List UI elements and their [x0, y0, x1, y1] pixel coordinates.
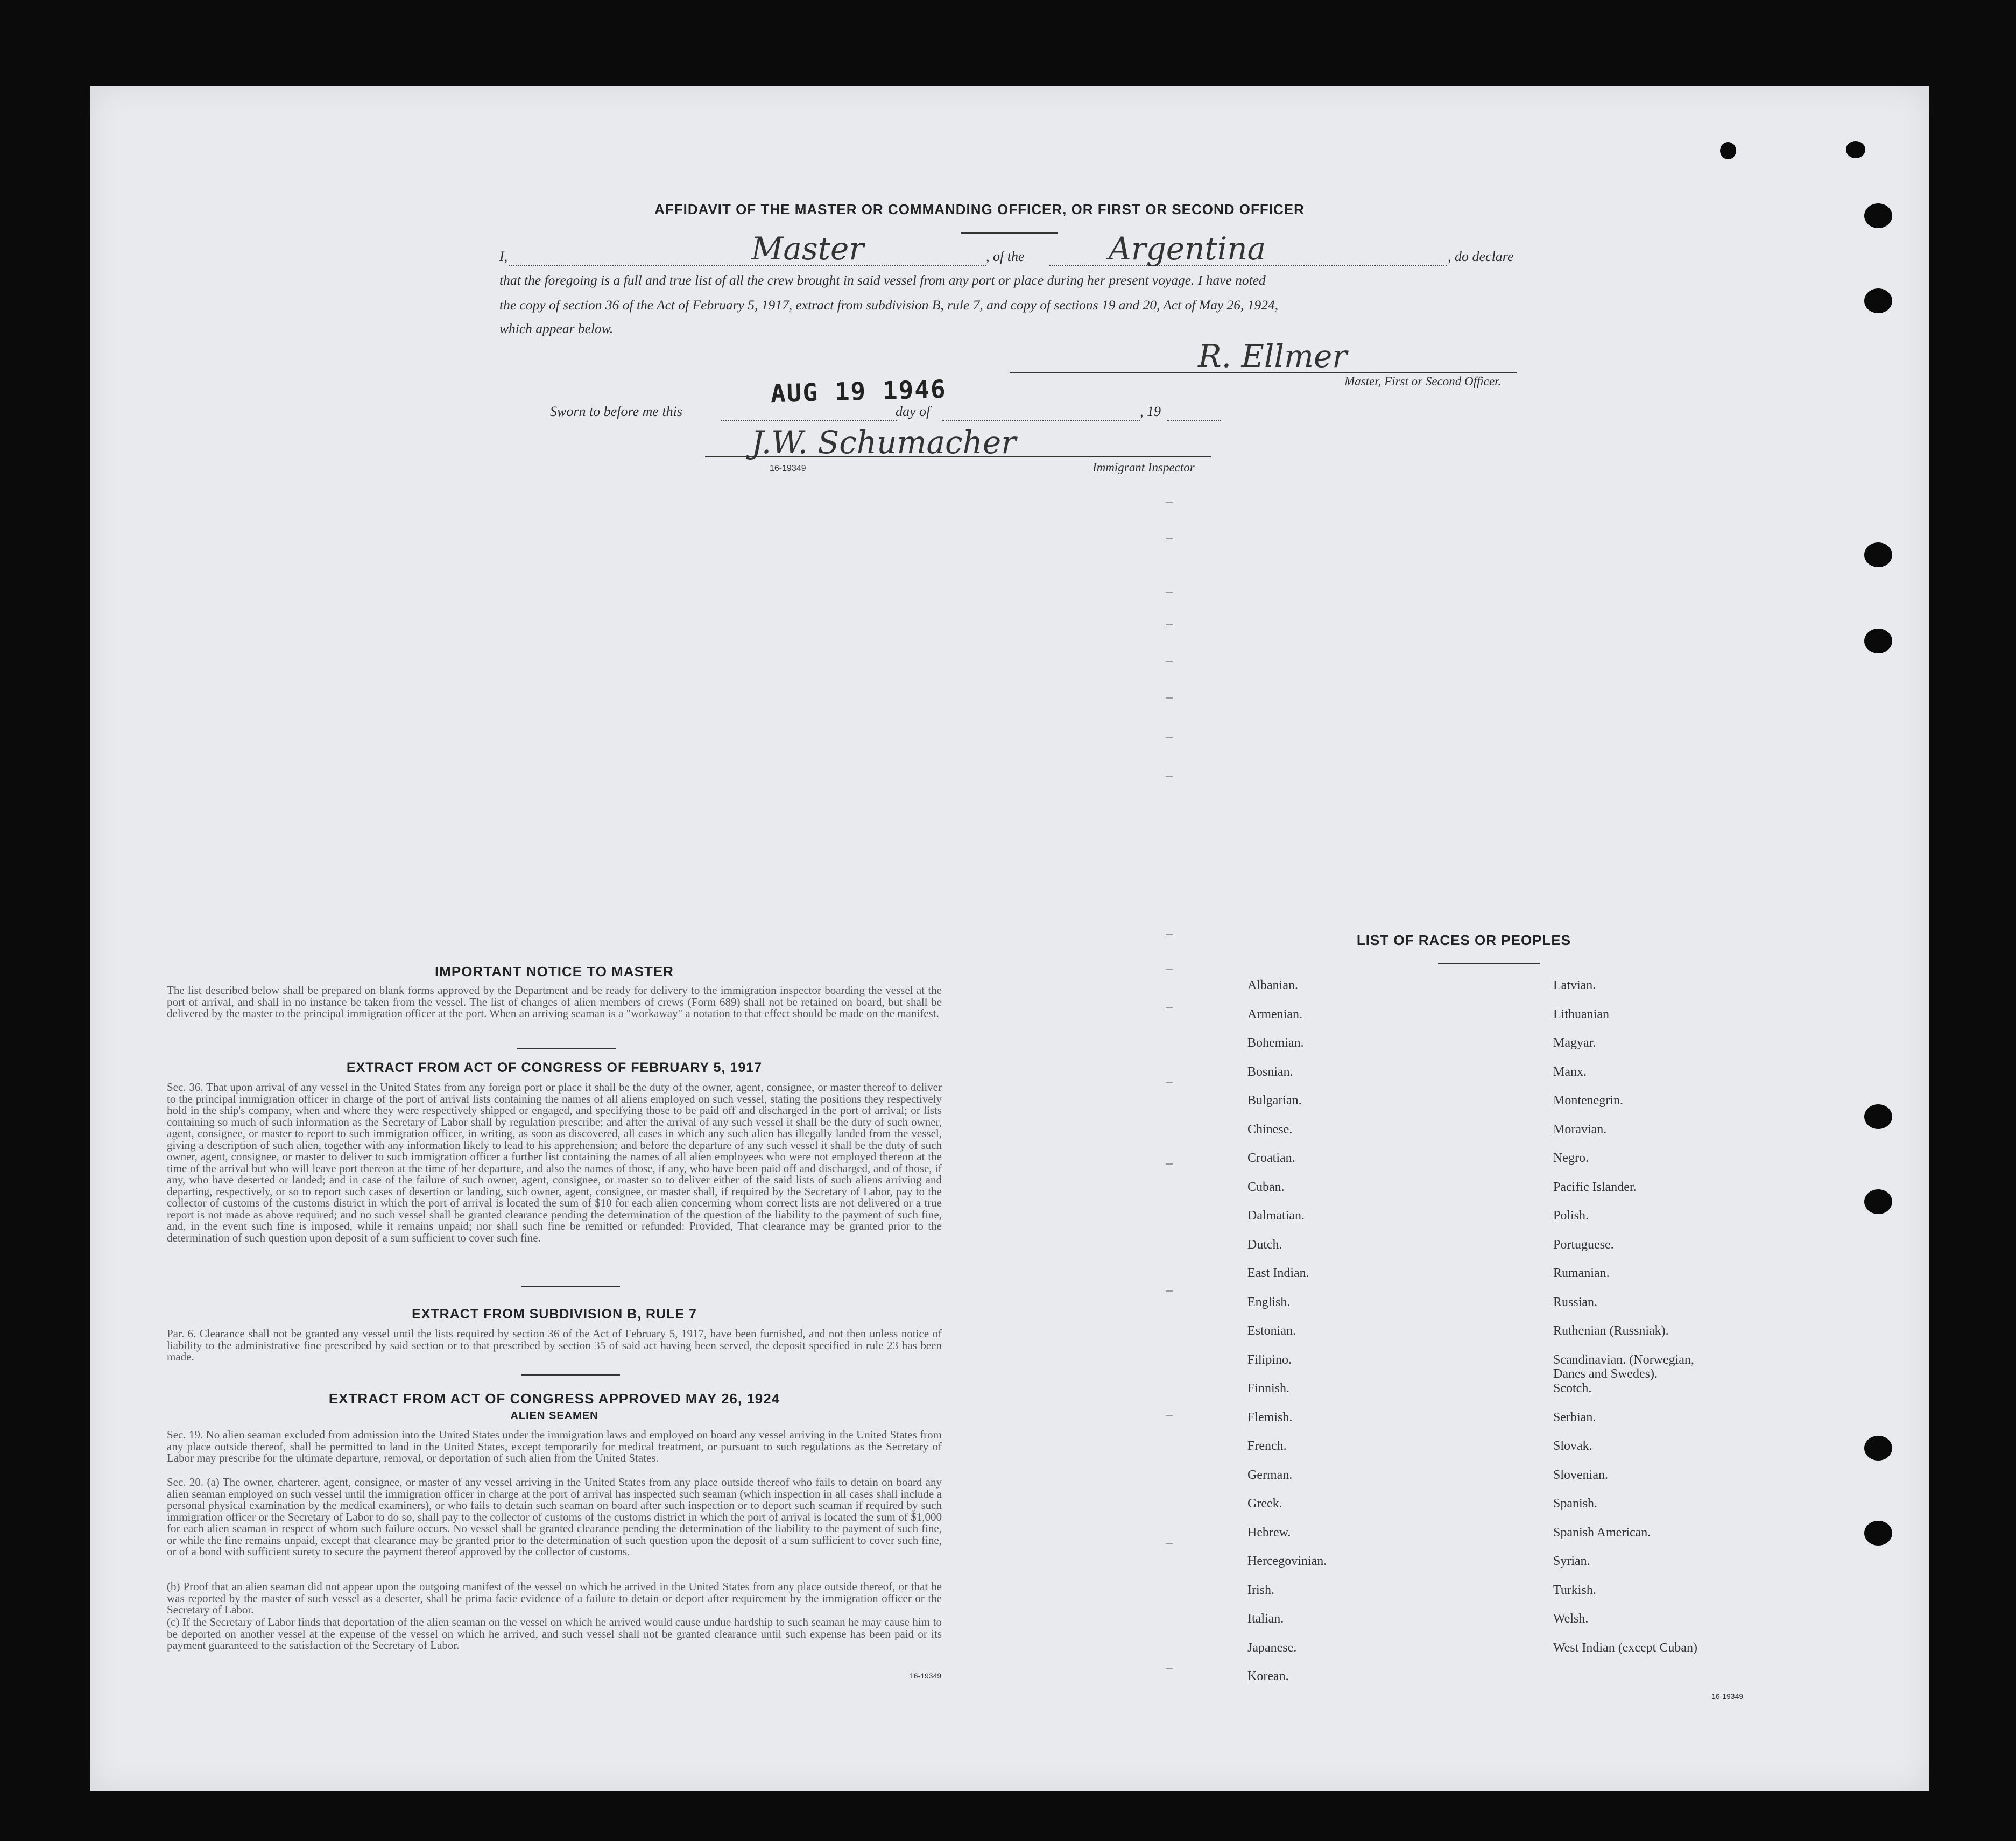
race-item: Bosnian. — [1247, 1064, 1293, 1079]
center-tick — [1166, 1668, 1173, 1669]
date-stamp: AUG 19 1946 — [770, 374, 947, 408]
race-item: West Indian (except Cuban) — [1553, 1640, 1697, 1655]
of-the-label: , of the — [986, 249, 1025, 264]
affidavit-text: which appear below. — [499, 321, 614, 336]
sworn-month-line — [942, 420, 1140, 421]
race-item: Slovenian. — [1553, 1468, 1608, 1482]
divider — [521, 1374, 620, 1376]
notice-title: IMPORTANT NOTICE TO MASTER — [435, 963, 674, 979]
signature-line — [1010, 372, 1517, 373]
center-tick — [1166, 737, 1173, 738]
form-number: 16-19349 — [1711, 1692, 1744, 1701]
race-item: Italian. — [1247, 1612, 1284, 1626]
affidavit-title: AFFIDAVIT OF THE MASTER OR COMMANDING OFFICER, OR FIRST OR SECOND OFFICER — [654, 201, 1305, 217]
race-item: Scandinavian. (Norwegian, Danes and Swedes). — [1553, 1352, 1694, 1381]
declarant-label: I, — [499, 249, 508, 264]
race-item: Rumanian. — [1553, 1266, 1610, 1280]
sec20a-text: Sec. 20. (a) The owner, charterer, agent, consignee, or master of any vessel arriving in the United States from any place outside thereof who fails to detain on board any alien seaman employed on such vessel until the immigration officer in charge at the port of arrival has inspected such seaman (which inspection in all cases shall include a personal physical examination by the medical examiners), or who fails to detain such seaman on board after such inspection or to deport such seaman if required by such immigration officer or the Secretary of Labor to do so, shall pay to the collector of customs of the customs district in which the port of arrival is located the sum of $1,000 for each alien seaman in respect of whom such failure occurs. No vessel shall be granted clearance pending the determination of the liability to the payment of such fine, or while the fine remains unpaid, except that clearance may be granted prior to the determination of such question upon the deposit of a sum sufficient to cover such fine, or of a bond with sufficient surety to secure the payment thereof approved by the collector of customs. — [167, 1476, 942, 1558]
race-item: Albanian. — [1247, 978, 1298, 992]
center-tick — [1166, 1415, 1173, 1416]
race-item: Bohemian. — [1247, 1036, 1304, 1050]
sworn-day-line — [721, 420, 897, 421]
sec20c-text: (c) If the Secretary of Labor finds that deportation of the alien seaman on the vessel on which he arrived would cause undue hardship to such seaman he may cause him to be deported on another vessel at the expense of the vessel on which he arrived, and such vessel shall not be granted clearance until such expense has been paid or its payment guaranteed to the satisfaction of the Secretary of Labor. — [167, 1616, 942, 1652]
extract-1924-title: EXTRACT FROM ACT OF CONGRESS APPROVED MAY 26, 1924 — [328, 1391, 780, 1407]
races-title: LIST OF RACES OR PEOPLES — [1356, 932, 1571, 948]
race-item: German. — [1247, 1468, 1293, 1482]
race-item: Irish. — [1247, 1583, 1274, 1597]
master-signature: R. Ellmer — [1198, 338, 1348, 375]
race-item: French. — [1247, 1439, 1287, 1453]
punch-hole — [1864, 1189, 1892, 1214]
center-tick — [1166, 697, 1173, 699]
divider — [1438, 963, 1540, 964]
race-item: Ruthenian (Russniak). — [1553, 1324, 1669, 1338]
race-item: Spanish American. — [1553, 1525, 1651, 1540]
race-item: Chinese. — [1247, 1122, 1293, 1137]
center-tick — [1166, 1290, 1173, 1292]
center-tick — [1166, 1007, 1173, 1008]
race-item: Manx. — [1553, 1064, 1587, 1079]
rule7-title: EXTRACT FROM SUBDIVISION B, RULE 7 — [412, 1307, 697, 1322]
race-item: Dalmatian. — [1247, 1209, 1305, 1223]
punch-hole — [1864, 288, 1892, 313]
punch-hole — [1864, 1436, 1892, 1461]
punch-hole — [1846, 141, 1865, 158]
race-item: Pacific Islander. — [1553, 1180, 1637, 1194]
race-item: Armenian. — [1247, 1007, 1302, 1021]
race-item: Finnish. — [1247, 1381, 1290, 1395]
race-item: Japanese. — [1247, 1640, 1297, 1655]
affidavit-text: that the foregoing is a full and true list of all the crew brought in said vessel from any port or place during her present voyage. I have noted — [499, 272, 1266, 288]
race-item: Russian. — [1553, 1295, 1598, 1309]
race-item: Hebrew. — [1247, 1525, 1291, 1540]
punch-hole — [1864, 1104, 1892, 1129]
divider — [517, 1048, 616, 1049]
center-tick — [1166, 592, 1173, 593]
year-label: , 19 — [1140, 404, 1161, 419]
inspector-caption: Immigrant Inspector — [1092, 461, 1195, 474]
race-item: Filipino. — [1247, 1352, 1292, 1367]
form-number: 16-19349 — [770, 464, 806, 473]
affidavit-text: the copy of section 36 of the Act of February 5, 1917, extract from subdivision B, rule 7, and copy of sections 19 and 20, Act of May 26, 1924, — [499, 297, 1279, 313]
extract-1917-text: Sec. 36. That upon arrival of any vessel in the United States from any foreign port or place it shall be the duty of the owner, agent, consignee, or master thereof to deliver to the principal immigration officer in charge of the port of arrival lists containing the names of all aliens employed on such vessel, stating the positions they respectively hold in the ship's company, when and where they were respectively shipped or engaged, and specifying those to be paid off and discharged in the port of arrival; or lists containing so much of such information as the Secretary of Labor shall by regulation prescribe; and after the arrival of any such vessel it shall be the duty of such owner, agent, consignee, or master to report to such immigration officer, in writing, as soon as discovered, all cases in which any such alien has illegally landed from the vessel, giving a description of such alien, together with any information likely to lead to his apprehension; and before the departure of any such vessel it shall be the duty of such owner, agent, consignee, or master to deliver to such immigration officer a further list containing the names of all alien employees who were not employed thereon at the time of the arrival but who will leave port thereon at the time of her departure, and also the names of those, if any, who have been paid off and discharged, and of those, if any, who have deserted or landed; and in case of the failure of such owner, agent, consignee, or master so to deliver either of the said lists of such aliens arriving and departing, respectively, or so to report such cases of desertion or landing, such owner, agent, consignee, or master shall, if required by the Secretary of Labor, pay to the collector of customs of the customs district in which the port of arrival is located the sum of $10 for each alien concerning whom correct lists are not delivered or a true report is not made as above required; and no such vessel shall be granted clearance pending the determination of the question of the liability to the payment of such fine, and, in the event such fine is imposed, while it remains unpaid; nor shall such fine be remitted or refunded: Provided, That clearance may be granted prior to the determination of such question upon deposit of a sum sufficient to cover such fine. — [167, 1081, 942, 1244]
vessel-value: Argentina — [1109, 230, 1266, 267]
center-tick — [1166, 502, 1173, 503]
race-item: Scotch. — [1553, 1381, 1592, 1395]
race-item: Hercegovinian. — [1247, 1554, 1327, 1568]
divider — [521, 1286, 620, 1287]
sec19-text: Sec. 19. No alien seaman excluded from admission into the United States under the immigration laws and employed on board any vessel arriving in the United States from any place outside thereof, shall be permitted to land in the United States, except temporarily for medical treatment, or pursuant to such regulations as the Secretary of Labor may prescribe for the ultimate departure, removal, or deportation of such alien from the United States. — [167, 1428, 942, 1464]
race-item: Montenegrin. — [1553, 1094, 1623, 1108]
race-item: Latvian. — [1553, 978, 1596, 992]
divider — [961, 232, 1058, 234]
center-tick — [1166, 624, 1173, 625]
punch-hole — [1864, 203, 1892, 228]
race-item: Negro. — [1553, 1151, 1589, 1165]
race-item: Greek. — [1247, 1497, 1282, 1511]
day-of-label: day of — [896, 404, 931, 419]
race-item: East Indian. — [1247, 1266, 1309, 1280]
race-item: Syrian. — [1553, 1554, 1590, 1568]
race-item: Polish. — [1553, 1209, 1589, 1223]
race-item: Spanish. — [1553, 1497, 1598, 1511]
rule7-text: Par. 6. Clearance shall not be granted any vessel until the lists required by section 36 of the Act of February 5, 1917, have been furnished, and not then unless notice of liability to the administrative fine prescribed by said section or to that prescribed by section 35 of said act having been served, the deposit specified in rule 23 has been made. — [167, 1327, 942, 1363]
sec20b-text: (b) Proof that an alien seaman did not appear upon the outgoing manifest of the vessel on which he arrived in the United States from any place outside thereof, or that he was reported by the master of such vessel as a deserter, shall be prima facie evidence of a failure to detain or deport after requirement by the immigration officer or the Secretary of Labor. — [167, 1580, 942, 1616]
race-item: Lithuanian — [1553, 1007, 1609, 1021]
punch-hole — [1864, 1521, 1892, 1546]
center-tick — [1166, 776, 1173, 777]
inspector-signature: J.W. Schumacher — [751, 424, 1016, 461]
sworn-label: Sworn to before me this — [550, 404, 683, 419]
declarant-value: Master — [751, 230, 864, 267]
race-item: Turkish. — [1553, 1583, 1596, 1597]
center-tick — [1166, 969, 1173, 970]
center-tick — [1166, 1543, 1173, 1544]
race-item: Flemish. — [1247, 1410, 1293, 1424]
race-item: Portuguese. — [1553, 1237, 1614, 1252]
race-item: Serbian. — [1553, 1410, 1596, 1424]
race-item: Welsh. — [1553, 1612, 1589, 1626]
race-item: Slovak. — [1553, 1439, 1592, 1453]
center-tick — [1166, 1163, 1173, 1165]
race-item: Estonian. — [1247, 1324, 1296, 1338]
sworn-year-line — [1167, 420, 1221, 421]
race-item: Bulgarian. — [1247, 1094, 1302, 1108]
extract-1917-title: EXTRACT FROM ACT OF CONGRESS OF FEBRUARY 5, 1917 — [346, 1060, 763, 1075]
center-tick — [1166, 661, 1173, 662]
punch-hole — [1720, 142, 1736, 159]
race-item: Magyar. — [1553, 1036, 1596, 1050]
declare-label: , do declare — [1448, 249, 1514, 264]
race-item: Croatian. — [1247, 1151, 1295, 1165]
punch-hole — [1864, 629, 1892, 653]
center-tick — [1166, 1082, 1173, 1083]
center-tick — [1166, 538, 1173, 539]
race-item: English. — [1247, 1295, 1291, 1309]
race-item: Dutch. — [1247, 1237, 1282, 1252]
punch-hole — [1864, 542, 1892, 567]
declarant-line — [509, 265, 986, 266]
signature-caption: Master, First or Second Officer. — [1344, 375, 1502, 388]
alien-seamen-subtitle: ALIEN SEAMEN — [510, 1410, 598, 1422]
notice-text: The list described below shall be prepared on blank forms approved by the Department and be ready for delivery to the immigration inspector boarding the vessel at the port of arrival, and shall in no instance be taken from the vessel. The list of changes of alien members of crews (Form 689) shall not be retained on board, but shall be delivered by the master to the principal immigration officer at the port. When an arriving seaman is a "workaway" a notation to that effect should be made on the manifest. — [167, 984, 942, 1020]
race-item: Korean. — [1247, 1669, 1289, 1683]
center-tick — [1166, 934, 1173, 935]
form-number: 16-19349 — [910, 1671, 942, 1680]
race-item: Cuban. — [1247, 1180, 1285, 1194]
inspector-line — [705, 456, 1211, 457]
race-item: Moravian. — [1553, 1122, 1607, 1137]
